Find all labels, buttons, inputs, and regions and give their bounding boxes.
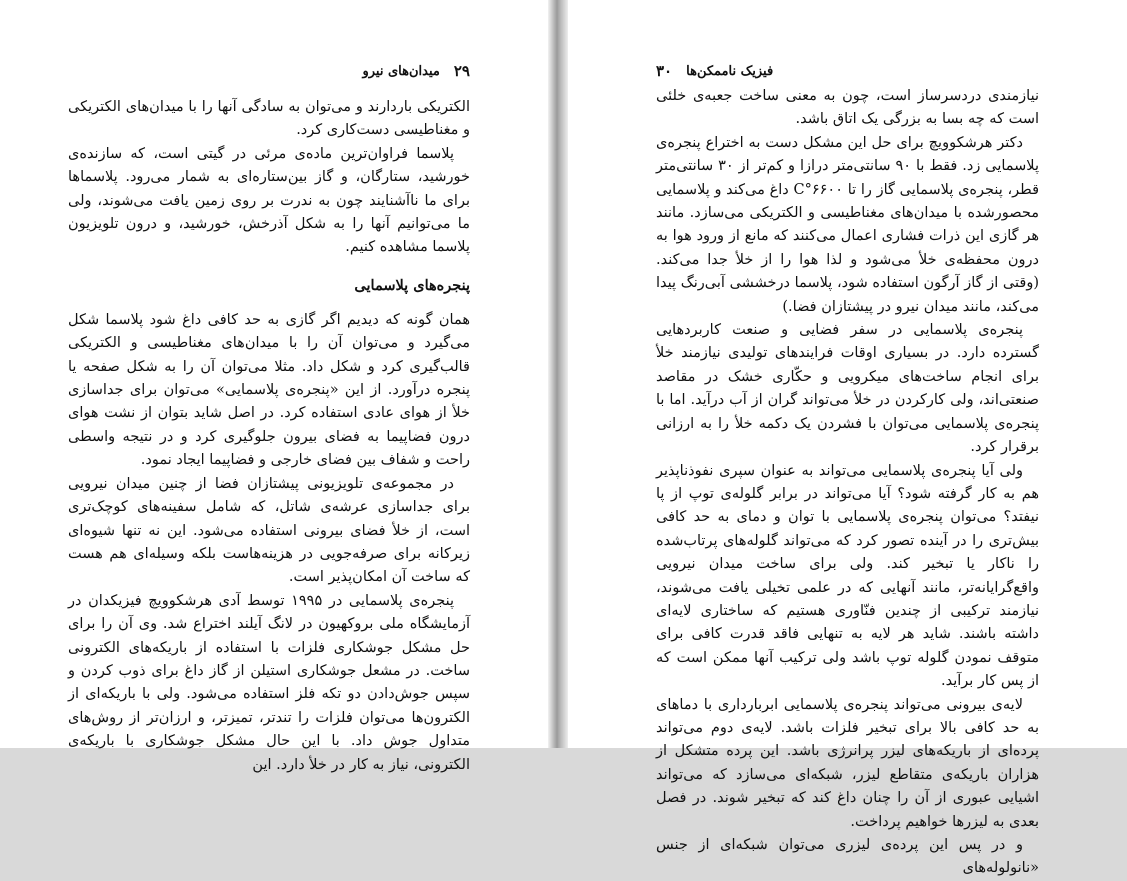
right-running-head: فیزیک ناممکن‌ها	[686, 63, 774, 79]
right-page-body	[656, 85, 1039, 881]
left-page-body	[68, 96, 470, 777]
paragraph: همان گونه که دیدیم اگر گازی به حد کافی داغ شود پلاسما شکل می‌گیرد و می‌توان آن را با میدان‌های مغناطیسی و الکتریکی قالب‌گیری کرد و شکل داد. مثلا می‌توان آن را به شکل صفحه یا پنجره درآورد. از این «پنجره‌ی پلاسمایی» می‌توان برای جداسازی خلأ از هوای عادی استفاده کرد. در اصل شاید بتوان از نشت هوای درون فضاپیما به فضای بیرون جلوگیری کرد و در نتیجه واسطی راحت و شفاف بین فضای خارجی و فضاپیما ایجاد نمود.	[68, 311, 470, 469]
paragraph: دکتر هرشکوویچ برای حل این مشکل دست به اختراع پنجره‌ی پلاسمایی زد. فقط با ۹۰ سانتی‌متر درازا و کم‌تر از ۳۰ سانتی‌متر قطر، پنجره‌ی پلاسمایی گاز را تا ۶۶۰۰°C داغ می‌کند و پلاسمایی محصورشده با میدان‌های مغناطیسی و الکتریکی می‌سازد. مانند هر گازی این ذرات فشاری اعمال می‌کنند که مانع از ورود هوا به درون محفظه‌ی خلأ می‌شود و لذا هوا را از خلأ جدا می‌کند. (وقتی از گاز آرگون استفاده شود، پلاسما درخششی آبی‌رنگ پیدا می‌کند، مانند میدان نیرو در پیشتازان فضا.)	[656, 134, 1040, 315]
right-page-header	[656, 60, 1039, 82]
paragraph: نیازمندی دردسرساز است، چون به معنی ساخت جعبه‌ی خلئی است که چه بسا به بزرگی یک اتاق باشد.	[656, 88, 1039, 128]
left-page	[0, 0, 548, 773]
left-page-number: ۲۹	[453, 62, 470, 80]
paragraph: پنجره‌ی پلاسمایی در ۱۹۹۵ توسط آدی هرشکوویچ فیزیکدان در آزمایشگاه ملی بروکهیون در لانگ آیلند اختراع شد. وی آن را برای حل مشکل جوشکاری فلزات با استفاده از باریکه‌های الکترونی ساخت. در مشعل جوشکاری استیلن از گاز داغ برای ذوب کردن و سپس جوش‌دادن دو تکه فلز استفاده می‌شود. ولی با باریکه‌ای از الکترون‌ها می‌توان فلزات را تندتر، تمیزتر، و ارزان‌تر از روش‌های متداول جوش داد. با این حال مشکل جوشکاری با باریکه‌ی الکترونی، نیاز به کار در خلأ دارد. این	[68, 592, 470, 773]
paragraph: لایه‌ی بیرونی می‌تواند پنجره‌ی پلاسمایی ابربارداری با دماهای به حد کافی بالا برای تبخیر فلزات باشد. لایه‌ی دوم می‌تواند پرده‌ای از باریکه‌های لیزر پرانرژی باشد. این پرده متشکل از هزاران باریکه‌ی متقاطع لیزر، شبکه‌ای می‌سازد که می‌تواند اشیایی عبوری از آن را چنان داغ کند که تبخیر شوند. در فصل بعدی به لیزرها خواهیم پرداخت.	[656, 696, 1039, 830]
paragraph: الکتریکی باردارند و می‌توان به سادگی آنها را با میدان‌های الکتریکی و مغناطیسی دست‌کاری کرد.	[68, 99, 470, 139]
paragraph: پلاسما فراوان‌ترین ماده‌ی مرئی در گیتی است، که سازنده‌ی خورشید، ستارگان، و گاز بین‌ستاره‌ای به شمار می‌رود. پلاسماها برای ما ناآشنایند چون به ندرت بر روی زمین یافت می‌شوند، ولی ما می‌توانیم آنها را به شکل آذرخش، خورشید، و درون تلویزیون پلاسما مشاهده کنیم.	[68, 145, 470, 256]
right-page	[568, 0, 1127, 877]
right-page-number: ۳۰	[656, 62, 673, 80]
book-gutter	[548, 0, 568, 748]
section-heading: پنجره‌های پلاسمایی	[354, 276, 470, 294]
left-running-head: میدان‌های نیرو	[362, 63, 440, 79]
paragraph: ولی آیا پنجره‌ی پلاسمایی می‌تواند به عنوان سپری نفوذناپذیر هم به کار گرفته شود؟ آیا می‌تواند در برابر گلوله‌ی توپ از پا نیفتد؟ می‌توان پنجره‌ی پلاسمایی با توان و دمای به حد کافی بیش‌تری را در آینده تصور کرد که می‌تواند گلوله‌های پرتاب‌شده را ناکار یا تبخیر کند. ولی برای ساخت میدان نیرویی واقع‌گرایانه‌تر، مانند آنهایی که در علمی تخیلی یافت می‌شوند، نیازمند ترکیبی از چندین فنّاوری هستیم که ساختاری لایه‌ای داشته باشند. شاید هر لایه به تنهایی فاقد قدرت کافی برای متوقف نمودن گلوله توپ باشد ولی ترکیب آنها ممکن است که از پس کار برآید.	[656, 462, 1039, 690]
paragraph: و در پس این پرده‌ی لیزری می‌توان شبکه‌ای از جنس «نانولوله‌های	[656, 837, 1039, 877]
left-page-header	[60, 60, 470, 82]
paragraph: در مجموعه‌ی تلویزیونی پیشتازان فضا از چنین میدان نیرویی برای جداسازی عرشه‌ی شاتل، که شامل سفینه‌های کوچک‌تری است، از خلأ فضای بیرونی استفاده می‌شود. این نه تنها شیوه‌ای زیرکانه برای صرفه‌جویی در هزینه‌هاست بلکه وسیله‌ای هم هست که ساخت آن امکان‌پذیر است.	[68, 475, 470, 586]
paragraph: پنجره‌ی پلاسمایی در سفر فضایی و صنعت کاربردهایی گسترده دارد. در بسیاری اوقات فرایندهای تولیدی نیازمند خلأ برای انجام ساخت‌های میکرویی و حکّاری خشک در مقاصد صنعتی‌اند، ولی کارکردن در خلأ می‌تواند گران از آب درآید. اما با پنجره‌ی پلاسمایی می‌توان با فشردن یک دکمه خلأ را به ارزانی برقرار کرد.	[656, 322, 1039, 456]
